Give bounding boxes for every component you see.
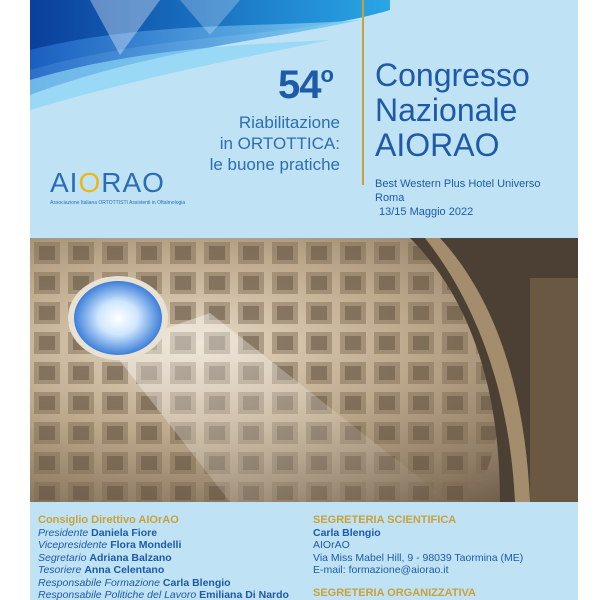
- subtitle-line: in ORTOTTICA:: [219, 134, 340, 153]
- subtitle-line: Riabilitazione: [238, 113, 340, 132]
- board-member: Segretario Adriana Balzano: [38, 551, 172, 564]
- board-heading: Consiglio Direttivo AIOrAO: [38, 514, 179, 526]
- congress-subtitle: [210, 112, 340, 175]
- aiorao-logo: AIORAO Associazione Italiana ORTOTTISTI Assistenti in Oftalmologia: [50, 168, 200, 206]
- venue-city: Roma: [375, 192, 405, 204]
- title-line: Nazionale: [375, 92, 518, 128]
- secretariat: [313, 514, 573, 599]
- logo-tagline: Associazione Italiana ORTOTTISTI Assistenti in Oftalmologia: [50, 200, 186, 206]
- board-member: Responsabile Politiche del Lavoro Emiliana Di Nardo: [38, 589, 289, 600]
- board-member: Responsabile Formazione Carla Blengio: [38, 576, 231, 589]
- title-line: Congresso: [375, 57, 530, 93]
- title-line: AIORAO: [375, 127, 500, 163]
- congress-title: [375, 58, 530, 163]
- contact-org: AIOrAO: [313, 539, 350, 551]
- header-waves: [30, 0, 390, 110]
- congress-dates: 13/15 Maggio 2022: [379, 206, 474, 218]
- contact-email[interactable]: E-mail: formazione@aiorao.it: [313, 564, 449, 576]
- board-member: Tesoriere Anna Celentano: [38, 564, 165, 576]
- info-section: [30, 502, 578, 600]
- pantheon-dome-photo: [30, 238, 578, 502]
- poster: [30, 0, 578, 600]
- edition-number: 54$^o$: [278, 62, 333, 107]
- board-of-directors: [38, 514, 308, 600]
- subtitle-line: le buone pratiche: [209, 155, 340, 174]
- scientific-secretariat-heading: SEGRETERIA SCIENTIFICA: [313, 514, 457, 526]
- header-divider: [362, 0, 364, 185]
- venue-hotel: Best Western Plus Hotel Universo: [375, 178, 541, 190]
- organizing-secretariat-heading: SEGRETERIA ORGANIZZATIVA: [313, 586, 476, 599]
- contact-address: Via Miss Mabel Hill, 9 - 98039 Taormina (ME): [313, 551, 524, 564]
- contact-name: Carla Blengio: [313, 526, 381, 539]
- venue-info: [375, 177, 540, 219]
- board-member: Presidente Daniela Fiore: [38, 526, 158, 539]
- board-member: Vicepresidente Flora Mondelli: [38, 539, 182, 551]
